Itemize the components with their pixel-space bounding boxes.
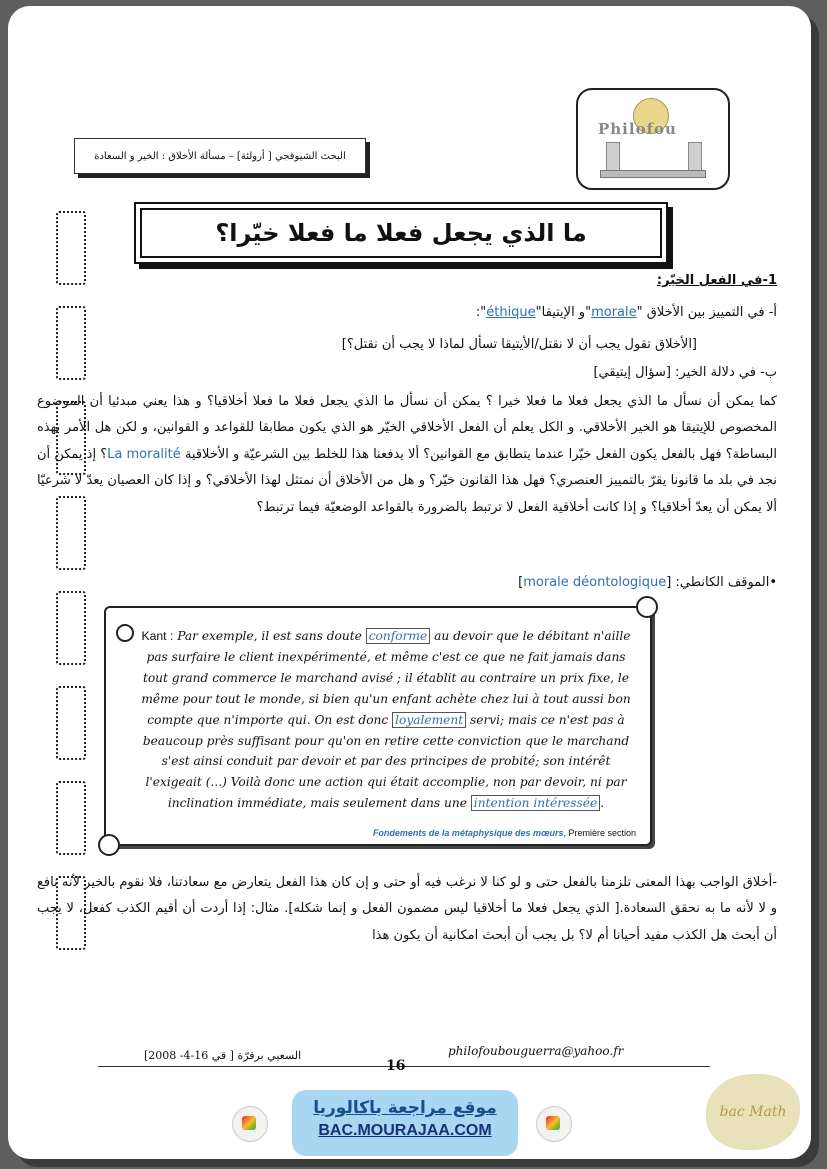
quote-text: au devoir que le débitant n'aille pas surfaire le client inexpérimenté, et même c'est ce que ne fait jamais dans tout grand commerce le marchand avisé ; il établit au contraire un prix fixe, le même pour tout le monde, si bien qu'un enfant achète chez lui à tout aussi bon compte que n'importe qui. On est donc [141,629,631,727]
banner-arabic[interactable]: موقع مراجعة باكالوريا [313,1098,497,1118]
quote-text: Par exemple, il est sans doute [177,629,362,643]
site-logo-icon [232,1106,268,1142]
pedestal-icon [600,170,706,178]
boxed-term: loyalement [392,712,466,728]
distinction-mid: "و الإيتيقا" [535,305,592,320]
paragraph-1-text: كما يمكن أن نسأل ما الذي يجعل فعلا ما فعلا خيرا ؟ يمكن أن نسأل ما الذي يجعل فعلا ما فعلا أخلاقيا؟ و هذا يعني مبدئيا أن الموضوع المخصوص للإيتيقا هو الخير الأخلاقي. و الكل يعلم أن الفعل الأخلاقي الخيّر هو الذي يكون مطابقا للقواعد و القوانين، و لكن هل الأمر بهذه البساطة؟ فهل بالفعل يكون الفعل خيّرا عندما يتطابق مع القوانين؟ ألا يدفعنا هذا للخلط بين الشرعيّة و الأخلاقية [37,394,777,462]
ethics-note [37,332,777,358]
section-1-heading [37,268,777,294]
paragraph-1 [37,389,777,521]
morale-term: morale [591,305,637,320]
page-title-frame [134,202,668,264]
course-header [74,138,366,174]
scroll-curl-icon [636,596,658,618]
paragraph-2 [37,870,777,949]
section-1b-text: ب- في دلالة الخير: [سؤال إيتيقي] [593,365,777,380]
ethique-term: éthique [486,305,536,320]
side-ornament [56,781,86,855]
moralite-term: La moralité [107,446,181,462]
banner-url[interactable]: BAC.MOURAJAA.COM [318,1122,492,1139]
distinction-suffix: ": [475,305,487,320]
section-1b-heading [37,360,777,386]
deontology-term: morale déontologique [523,575,667,590]
source-title: Fondements de la métaphysique des mœurs [372,828,564,838]
quote-text: . [600,796,605,811]
footer-author-date: السعيي برقرّة [ قي 16-4- 2008] [144,1049,302,1062]
kant-heading [37,570,777,596]
kant-heading-text: •الموقف الكانطي: [ [666,575,777,590]
page-number: 16 [386,1058,406,1074]
logo-text: Philofou [598,120,677,138]
section-1a-line [37,300,777,326]
kant-heading-end: ] [518,575,524,590]
bac-math-watermark: bac Math [706,1074,800,1150]
site-banner[interactable] [292,1090,518,1156]
paragraph-1-continued: ؟ إذ يمكن أن نجد في بلد ما قانونا يقرّ بالتمييز العنصري؟ فهل هذا القانون خيّر؟ و هل من الأخلاق أن نمتثل لهذا الأخلاقي؟ و إذا كان العصيان يعدّ لا شرعيّا ألا يمكن أن يعدّ أخلاقيا؟ و إذا كانت أخلاقية الفعل لا ترتبط بالضرورة بالقواعد الوضعيّة فيما ترتبط؟ [37,446,777,515]
section-heading-text: 1-في الفعل الخيّر: [656,273,777,288]
scroll-curl-icon [98,834,120,856]
quote-text: servi; mais ce n'est pas à beaucoup près suffisant pour qu'on en retire cette conviction que le marchand s'est ainsi conduit par devoir et par des principes de probité; son intérêt l'exigeait (...) Voilà donc une action qui était accomplie, non par devoir, ni par inclination immédiate, mais seulement dans une [142,712,630,811]
source-section: , Première section [563,828,636,838]
site-logo-icon [536,1106,572,1142]
philofou-logo [576,88,730,190]
document-page [8,6,811,1159]
kant-quote [136,626,636,814]
page-title: ما الذي يجعل فعلا ما فعلا خيّرا؟ [140,208,662,258]
paragraph-2-text: -أخلاق الواجب بهذا المعنى تلزمنا بالفعل حتى و لو كنا لا نرغب فيه أو حتى و إن كان هذا الفعل يتعارض مع سعادتنا، فلا نقوم بالخير لأنه نافع و لا لأنه ما به نحقق السعادة.[ الذي يجعل فعلا ما أخلاقيا ليس مضمون الفعل و إنما شكله]. مثال: إذا أردت أن أقيم الكذب كفعل، لا يجب أن أبحث هل الكذب مفيد أحيانا أم لا؟ بل يجب أن أبحث امكانية أن يكون هذا [37,875,777,943]
scroll-curl-icon [116,624,134,642]
course-title: البحث الشيوقجي [ أرولئة] – مسألة الأخلاق : الخير و السعادة [94,150,346,162]
footer-email: philofoubouguerra@yahoo.fr [448,1044,624,1058]
quote-source [373,828,636,838]
side-ornament [56,591,86,665]
quote-author: Kant : [141,629,174,643]
ethics-note-text: [الأخلاق تقول يجب أن لا نقتل/الأيتيقا تسأل لماذا لا يجب أن نقتل؟] [341,337,697,352]
boxed-term: conforme [366,628,430,644]
boxed-term: intention intéressée [471,795,600,811]
side-ornament [56,686,86,760]
distinction-text: أ- في التمييز بين الأخلاق " [636,305,777,320]
kant-quote-scroll [104,606,652,846]
